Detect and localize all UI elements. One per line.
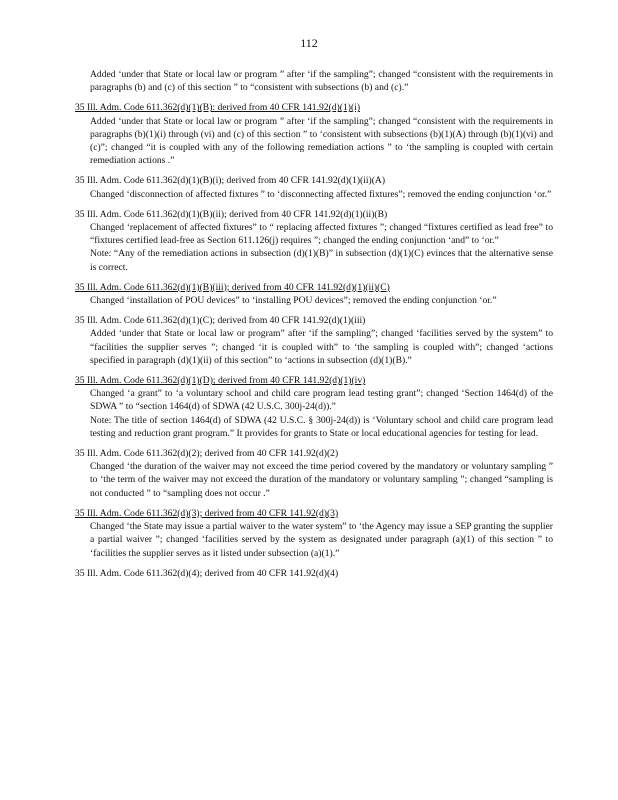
entry-paragraph: Note: The title of section 1464(d) of SDWA (42 U.S.C. § 300j-24(d)) is ‘Voluntary school and child care program lead testing and reduction grant program.” It provides for grants to State or local educational agencies for testing for lead. [90, 414, 553, 439]
entry-paragraph: Changed ‘replacement of affected fixtures” to “ replacing affected fixtures ”; changed “fixtures certified as lead free” to “fixtures certified lead-free as Section 611.126(j) requires ”; changed the ending conjunction ‘and” to ‘or.” [90, 222, 553, 247]
citation-heading: 35 Ill. Adm. Code 611.362(d)(1)(B)(i); derived from 40 CFR 141.92(d)(1)(ii)(A) [75, 175, 386, 187]
entry-paragraph: Changed ‘the State may issue a partial waiver to the water system” to ‘the Agency may issue a SEP granting the supplier a partial waiver ”; changed ‘facilities served by the system as designated under paragraph (a)(1) of this section ” to ‘facilities the supplier serves as it listed under subsection (a)(1).” [90, 521, 553, 559]
note-entry [75, 507, 553, 560]
citation-heading: 35 Ill. Adm. Code 611.362(d)(1)(D); derived from 40 CFR 141.92(d)(1)(iv) [75, 375, 366, 387]
note-entry [75, 101, 553, 167]
note-entry [75, 314, 553, 367]
note-entry [75, 374, 553, 440]
entry-body [75, 68, 553, 94]
entry-body [75, 460, 553, 500]
entry-paragraph: Added ‘under that State or local law or program ” after ‘if the sampling”; changed “consistent with the requirements in paragraphs (b)(1)(i) through (vi) and (c) of this section ” to ‘consistent with subsections (b)(1)(A) through (b)(1)(vi) and (c)”; changed “it is coupled with any of the following remediation actions ” to ‘the sampling is coupled with certain remediation actions .” [90, 115, 553, 167]
entry-body [75, 327, 553, 367]
entry-body [75, 387, 553, 440]
entry-body [75, 115, 553, 168]
note-entry [75, 567, 553, 580]
note-entry [75, 208, 553, 274]
citation-heading: 35 Ill. Adm. Code 611.362(d)(3); derived from 40 CFR 141.92(d)(3) [75, 507, 339, 519]
citation-heading: 35 Ill. Adm. Code 611.362(d)(4); derived from 40 CFR 141.92(d)(4) [75, 567, 339, 579]
citation-heading: 35 Ill. Adm. Code 611.362(d)(2); derived from 40 CFR 141.92(d)(2) [75, 448, 339, 460]
entry-body [75, 520, 553, 560]
entry-body [75, 294, 553, 307]
citation-heading: 35 Ill. Adm. Code 611.362(d)(1)(B)(ii); derived from 40 CFR 141.92(d)(1)(ii)(B) [75, 208, 388, 220]
entry-paragraph: Changed ‘installation of POU devices” to ‘installing POU devices”; removed the ending conjunction ‘or.” [90, 295, 497, 307]
citation-heading: 35 Ill. Adm. Code 611.362(d)(1)(B)(iii); derived from 40 CFR 141.92(d)(1)(ii)(C) [75, 281, 390, 293]
note-entry [75, 447, 553, 500]
note-entry [75, 281, 553, 307]
entry-paragraph: Added ‘under that State or local law or program” after ‘if the sampling”; changed ‘facilities served by the system” to “facilities the supplier serves ”; changed ‘it is coupled with” to ‘the sampling is coupled with”; changed ‘actions specified in paragraph (d)(1)(ii) of this section” to ‘actions in subsection (d)(1)(B).” [90, 328, 553, 366]
entry-paragraph: Added ‘under that State or local law or program ” after ‘if the sampling”; changed “consistent with the requirements in paragraphs (b) and (c) of this section ” to “consistent with subsections (b) and (c).” [90, 69, 553, 94]
entry-paragraph: Changed ‘a grant” to ‘a voluntary school and child care program lead testing grant”; changed ‘Section 1464(d) of the SDWA ” to “section 1464(d) of SDWA (42 U.S.C. 300j-24(d)).” [90, 388, 553, 413]
entry-body [75, 221, 553, 274]
entry-paragraph: Changed ‘disconnection of affected fixtures ” to ‘disconnecting affected fixtures”; removed the ending conjunction ‘or.” [90, 188, 552, 200]
entry-body [75, 188, 553, 201]
note-entry [75, 174, 553, 200]
entry-paragraph: Note: “Any of the remediation actions in subsection (d)(1)(B)” in subsection (d)(1)(C) evinces that the alternative sense is correct. [90, 248, 553, 273]
document-body [75, 68, 553, 587]
page-number: 112 [300, 36, 318, 50]
entry-paragraph: Changed ‘the duration of the waiver may not exceed the time period covered by the mandatory or voluntary sampling ” to ‘the term of the waiver may not exceed the duration of the mandatory or voluntary sampling ”; changed “sampling is not conducted ” to “sampling does not occur .” [90, 461, 553, 499]
note-entry [75, 68, 553, 94]
citation-heading: 35 Ill. Adm. Code 611.362(d)(1)(C); derived from 40 CFR 141.92(d)(1)(iii) [75, 315, 366, 327]
citation-heading: 35 Ill. Adm. Code 611.362(d)(1)(B): derived from 40 CFR 141.92(d)(1)(i) [75, 102, 361, 114]
